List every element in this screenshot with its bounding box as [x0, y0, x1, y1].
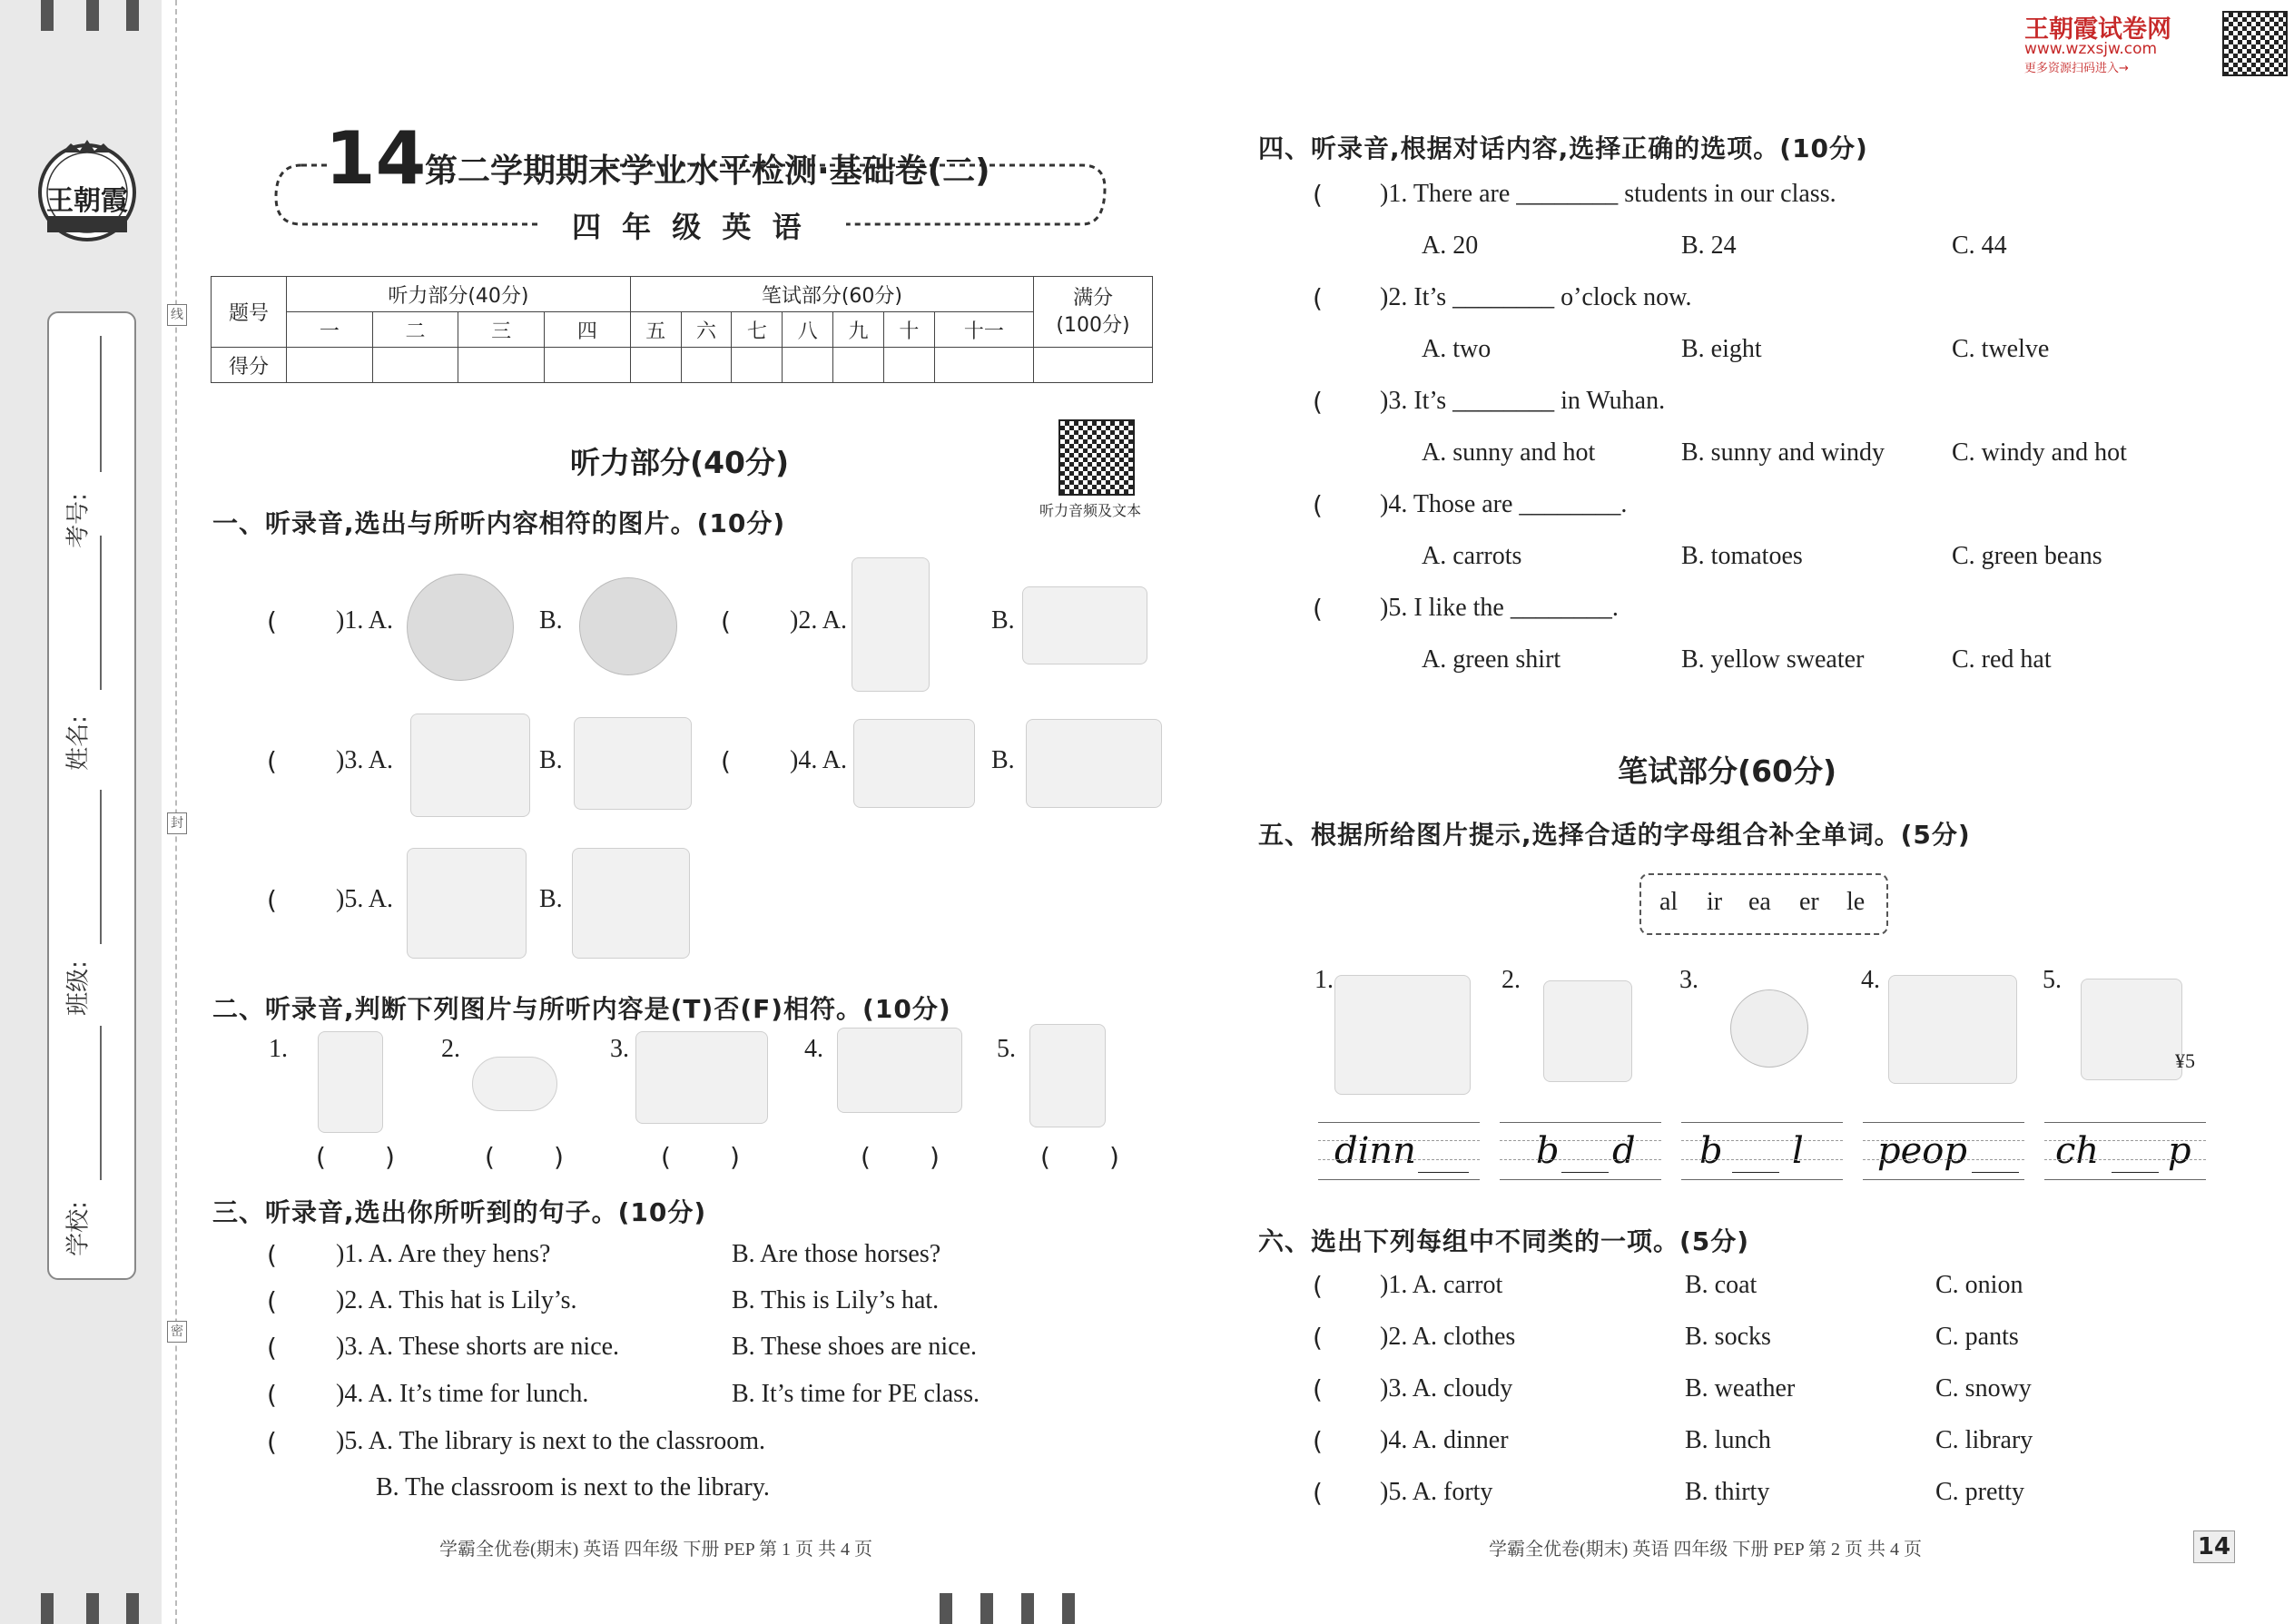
q6-option-b: B. weather [1685, 1374, 1796, 1403]
brand-url[interactable]: www.wzxsjw.com [2024, 40, 2158, 58]
q2-title: 二、听录音,判断下列图片与所听内容是(T)否(F)相符。(10分) [212, 994, 951, 1024]
col-header: 七 [732, 312, 783, 348]
footer-left: 学霸全优卷(期末) 英语 四年级 下册 PEP 第 1 页 共 4 页 [439, 1540, 873, 1560]
qr-code-icon[interactable] [1058, 419, 1135, 496]
q6-title: 六、选出下列每组中不同类的一项。(5分) [1258, 1226, 1750, 1256]
qr-caption: 听力音频及文本 [1039, 502, 1142, 519]
class-label: 班级: [64, 960, 93, 1016]
answer-paren[interactable]: ( [1313, 1374, 1323, 1404]
q4-title: 四、听录音,根据对话内容,选择正确的选项。(10分) [1258, 133, 1868, 163]
col-header: 十 [883, 312, 934, 348]
q6-option-c: C. snowy [1935, 1374, 2032, 1403]
answer-paren[interactable]: ( [267, 746, 277, 776]
logo-text: 王朝霞 [46, 185, 128, 217]
word-blank-4[interactable] [1863, 1122, 2024, 1180]
q4-option-b: B. eight [1681, 335, 1762, 363]
exam-number-line[interactable] [100, 336, 102, 472]
q6-option-c: C. pants [1935, 1323, 2019, 1351]
logo [34, 136, 140, 241]
bar-mark [41, 0, 54, 31]
bar-mark [41, 1593, 54, 1624]
q6-option-c: C. onion [1935, 1271, 2023, 1299]
q2-num: 5. [997, 1035, 1016, 1063]
word-blank-3[interactable] [1681, 1122, 1843, 1180]
score-cell[interactable] [732, 348, 783, 383]
answer-paren[interactable]: ( [1040, 1142, 1050, 1172]
q4-option-a: A. green shirt [1422, 645, 1561, 674]
bar-mark [86, 0, 99, 31]
q6-option-a: )4. A. dinner [1380, 1426, 1509, 1454]
q4-question: )1. There are ________ students in our class. [1380, 180, 1836, 208]
school-label: 学校: [64, 1201, 93, 1256]
q4-option-b: B. yellow sweater [1681, 645, 1865, 674]
q6-option-b: B. thirty [1685, 1478, 1770, 1506]
q5-num: 2. [1501, 966, 1521, 994]
cloud-rain-picture[interactable] [579, 577, 677, 675]
q4-option-b: B. 24 [1681, 231, 1737, 260]
boy-picture[interactable] [318, 1031, 383, 1133]
q4-option-c: C. 44 [1952, 231, 2007, 260]
exam-number: 14 [325, 116, 427, 201]
q1-item-3: )3. A. [336, 746, 393, 774]
writing-heading: 笔试部分(60分) [1618, 753, 1837, 789]
q6-option-a: )1. A. carrot [1380, 1271, 1503, 1299]
answer-paren-close: ) [1109, 1142, 1119, 1172]
answer-paren[interactable]: ( [267, 1427, 277, 1457]
word-part: dinn [1334, 1130, 1416, 1172]
answer-paren[interactable]: ( [1313, 1426, 1323, 1456]
score-cell[interactable] [287, 348, 373, 383]
score-table [211, 276, 1153, 383]
q2-num: 1. [269, 1035, 288, 1063]
snowman-picture[interactable] [635, 1031, 768, 1124]
answer-paren[interactable]: ( [267, 606, 277, 636]
q4-question: )5. I like the ________. [1380, 594, 1619, 622]
q4-question: )3. It’s ________ in Wuhan. [1380, 387, 1666, 415]
answer-paren-close: ) [730, 1142, 740, 1172]
answer-paren[interactable]: ( [267, 1286, 277, 1316]
score-cell[interactable] [681, 348, 732, 383]
score-cell[interactable] [934, 348, 1033, 383]
score-cell[interactable] [1034, 348, 1153, 383]
page-number: 14 [2193, 1530, 2235, 1563]
row-label-question: 题号 [212, 277, 287, 348]
answer-paren[interactable]: ( [721, 746, 731, 776]
score-cell[interactable] [545, 348, 631, 383]
word-part: b [1699, 1130, 1723, 1172]
answer-paren[interactable]: ( [1313, 180, 1323, 210]
q3-item-a: )4. A. It’s time for lunch. [336, 1380, 589, 1408]
q4-option-a: A. carrots [1422, 542, 1522, 570]
binding-strip [0, 0, 162, 1624]
q4-option-a: A. 20 [1422, 231, 1479, 260]
q3-item-b: B. The classroom is next to the library. [376, 1473, 770, 1501]
family-dinner-picture[interactable] [1334, 975, 1471, 1095]
q3-item-a: )5. A. The library is next to the classroom. [336, 1427, 766, 1455]
q4-option-a: A. sunny and hot [1422, 438, 1596, 467]
dress-picture[interactable] [852, 557, 930, 692]
q4-question: )4. Those are ________. [1380, 490, 1628, 518]
q5-title: 五、根据所给图片提示,选择合适的字母组合补全单词。(5分) [1258, 820, 1971, 850]
exam-number-label: 考号: [64, 493, 93, 548]
brand-note: 更多资源扫码进入→ [2024, 62, 2129, 75]
q1-title: 一、听录音,选出与所听内容相符的图片。(10分) [212, 508, 786, 538]
q4-option-c: C. red hat [1952, 645, 2052, 674]
q4-option-c: C. green beans [1952, 542, 2102, 570]
answer-paren[interactable]: ( [267, 1333, 277, 1363]
q3-item-a: )3. A. These shorts are nice. [336, 1333, 620, 1361]
fill-blank[interactable] [1418, 1172, 1469, 1173]
listening-heading: 听力部分(40分) [570, 445, 790, 480]
cow-picture[interactable] [410, 714, 530, 817]
letter-option[interactable]: ea [1748, 888, 1771, 916]
q6-option-b: B. socks [1685, 1323, 1771, 1351]
student-info-frame [47, 311, 136, 1280]
answer-paren[interactable]: ( [1313, 1271, 1323, 1301]
col-header: 二 [372, 312, 458, 348]
girl-waking-picture[interactable] [407, 848, 527, 959]
brand-name: 王朝霞试卷网 [2024, 15, 2171, 44]
score-cell[interactable] [783, 348, 833, 383]
answer-paren[interactable]: ( [1313, 1323, 1323, 1353]
q3-item-a: )1. A. Are they hens? [336, 1240, 551, 1268]
fill-blank[interactable] [2112, 1172, 2159, 1173]
footer-right: 学霸全优卷(期末) 英语 四年级 下册 PEP 第 2 页 共 4 页 [1489, 1540, 1923, 1560]
answer-paren[interactable]: ( [861, 1142, 871, 1172]
sheep-picture[interactable] [574, 717, 692, 810]
bar-mark [126, 0, 139, 31]
col-header: 三 [458, 312, 545, 348]
answer-paren-close: ) [930, 1142, 940, 1172]
q1-item-1: )1. A. [336, 606, 393, 635]
answer-paren[interactable]: ( [316, 1142, 326, 1172]
fill-blank[interactable] [1972, 1172, 2019, 1173]
answer-paren[interactable]: ( [1313, 594, 1323, 624]
score-cell[interactable] [883, 348, 934, 383]
cut-mark: 密 [167, 1321, 187, 1343]
q4-option-b: B. sunny and windy [1681, 438, 1885, 467]
q4-option-b: B. tomatoes [1681, 542, 1803, 570]
cut-mark: 封 [167, 812, 187, 834]
q1-item-4-b: B. [991, 746, 1015, 774]
q5-num: 1. [1314, 966, 1334, 994]
q6-option-a: )2. A. clothes [1380, 1323, 1516, 1351]
answer-paren-close: ) [554, 1142, 564, 1172]
exam-subtitle: 四 年 级 英 语 [572, 210, 807, 244]
word-blank-1[interactable] [1318, 1122, 1480, 1180]
q6-option-a: )5. A. forty [1380, 1478, 1493, 1506]
row-label-score: 得分 [212, 348, 287, 383]
q2-num: 3. [610, 1035, 629, 1063]
listening-header: 听力部分(40分) [287, 277, 631, 312]
col-header: 八 [783, 312, 833, 348]
name-line[interactable] [100, 536, 102, 690]
ball-picture[interactable] [1730, 989, 1808, 1068]
answer-paren[interactable]: ( [1313, 490, 1323, 520]
answer-paren[interactable]: ( [485, 1142, 495, 1172]
letter-option[interactable]: le [1846, 888, 1866, 916]
answer-paren-close: ) [385, 1142, 395, 1172]
col-header: 一 [287, 312, 373, 348]
word-blank-2[interactable] [1500, 1122, 1661, 1180]
bar-mark [126, 1593, 139, 1624]
classroom-picture[interactable] [1026, 719, 1162, 808]
window-door-picture[interactable] [853, 719, 975, 808]
q5-num: 4. [1861, 966, 1880, 994]
q6-option-c: C. pretty [1935, 1478, 2024, 1506]
letter-box [1639, 873, 1888, 935]
score-cell[interactable] [630, 348, 681, 383]
col-header: 五 [630, 312, 681, 348]
q3-item-a: )2. A. This hat is Lily’s. [336, 1286, 577, 1314]
q2-num: 4. [804, 1035, 823, 1063]
full-score-cell [1034, 277, 1153, 348]
q4-option-c: C. windy and hot [1952, 438, 2127, 467]
score-cell[interactable] [372, 348, 458, 383]
bar-mark [1021, 1593, 1034, 1624]
q6-option-c: C. library [1935, 1426, 2033, 1454]
fill-blank[interactable] [1732, 1172, 1779, 1173]
letter-option[interactable]: al [1659, 888, 1679, 916]
brand-block [2024, 9, 2288, 73]
q1-item-2-b: B. [991, 606, 1015, 635]
girl-sleeping-picture[interactable] [572, 848, 690, 959]
bar-mark [1062, 1593, 1075, 1624]
word-part: l [1792, 1130, 1804, 1172]
q4-question: )2. It’s ________ o’clock now. [1380, 283, 1692, 311]
col-header: 六 [681, 312, 732, 348]
q4-option-c: C. twelve [1952, 335, 2050, 363]
writing-header: 笔试部分(60分) [630, 277, 1033, 312]
skirt-picture[interactable] [1022, 586, 1147, 664]
cloud-wind-picture[interactable] [407, 574, 514, 681]
answer-paren[interactable]: ( [721, 606, 731, 636]
qr-code-icon[interactable] [2222, 11, 2288, 76]
q3-item-b: B. Are those horses? [732, 1240, 941, 1268]
answer-paren[interactable]: ( [267, 885, 277, 915]
word-part: ch [2055, 1130, 2100, 1172]
potatoes-picture[interactable] [472, 1057, 557, 1111]
name-label: 姓名: [64, 715, 93, 771]
score-cell[interactable] [833, 348, 884, 383]
answer-paren[interactable]: ( [267, 1380, 277, 1410]
answer-paren[interactable]: ( [1313, 1478, 1323, 1508]
q6-option-b: B. lunch [1685, 1426, 1771, 1454]
q3-item-b: B. It’s time for PE class. [732, 1380, 980, 1408]
q2-num: 2. [441, 1035, 460, 1063]
word-part: b [1536, 1130, 1560, 1172]
word-part: d [1612, 1130, 1636, 1172]
letter-option[interactable]: er [1799, 888, 1819, 916]
word-part: peop [1877, 1130, 1967, 1172]
col-header: 十一 [934, 312, 1033, 348]
people-picture[interactable] [1888, 975, 2017, 1084]
q1-item-4: )4. A. [790, 746, 847, 774]
score-cell[interactable] [458, 348, 545, 383]
girl-mirror-picture[interactable] [1029, 1024, 1106, 1127]
answer-paren[interactable]: ( [1313, 283, 1323, 313]
bar-mark [980, 1593, 993, 1624]
word-blank-5[interactable] [2044, 1122, 2206, 1180]
answer-paren[interactable]: ( [661, 1142, 671, 1172]
q6-option-a: )3. A. cloudy [1380, 1374, 1513, 1403]
q1-item-5-b: B. [539, 885, 563, 913]
price-tag: ¥5 [2175, 1049, 2195, 1072]
answer-paren[interactable]: ( [1313, 387, 1323, 417]
fill-blank[interactable] [1561, 1172, 1609, 1173]
school-line[interactable] [100, 1026, 102, 1180]
bar-mark [86, 1593, 99, 1624]
q1-item-1-b: B. [539, 606, 563, 635]
q1-item-3-b: B. [539, 746, 563, 774]
tshirt-picture[interactable] [2081, 979, 2182, 1080]
q4-option-a: A. two [1422, 335, 1492, 363]
q3-item-b: B. These shoes are nice. [732, 1333, 978, 1361]
q3-item-b: B. This is Lily’s hat. [732, 1286, 940, 1314]
school-building-picture[interactable] [837, 1028, 962, 1113]
col-header: 九 [833, 312, 884, 348]
cut-mark: 线 [167, 304, 187, 326]
letter-option[interactable]: ir [1707, 888, 1723, 916]
answer-paren[interactable]: ( [267, 1240, 277, 1270]
q5-num: 5. [2043, 966, 2062, 994]
bar-mark [940, 1593, 952, 1624]
bird-picture[interactable] [1543, 980, 1632, 1082]
q1-item-2: )2. A. [790, 606, 847, 635]
class-line[interactable] [100, 790, 102, 944]
col-header: 四 [545, 312, 631, 348]
q5-num: 3. [1679, 966, 1698, 994]
full-score-label: 满分 [1072, 286, 1113, 310]
full-score-value: (100分) [1056, 313, 1130, 337]
q6-option-b: B. coat [1685, 1271, 1757, 1299]
q3-title: 三、听录音,选出你所听到的句子。(10分) [212, 1197, 707, 1227]
word-part: p [2168, 1130, 2191, 1172]
exam-title: 第二学期期末学业水平检测·基础卷(二) [425, 153, 990, 190]
q1-item-5: )5. A. [336, 885, 393, 913]
